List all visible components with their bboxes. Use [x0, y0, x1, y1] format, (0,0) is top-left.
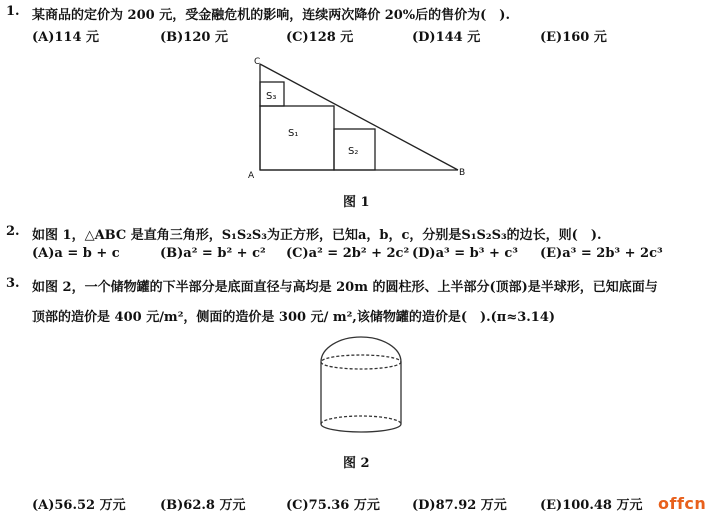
question-2-number: 2.	[6, 224, 20, 239]
question-3-number: 3.	[6, 276, 20, 291]
figure-1-triangle-diagram	[240, 52, 470, 182]
q1-option-c: (C)128 元	[286, 30, 354, 45]
q3-option-b: (B)62.8 万元	[160, 498, 246, 513]
offcn-watermark: offcn	[658, 494, 707, 513]
figure-2-tank-diagram	[308, 332, 414, 442]
question-3-text-line-2: 顶部的造价是 400 元/m²，侧面的造价是 300 元/ m²,该储物罐的造价是( ).(π≈3.14)	[32, 310, 556, 325]
top-ellipse	[321, 355, 401, 369]
vertex-label-b: B	[459, 168, 466, 178]
q3-option-d: (D)87.92 万元	[412, 498, 507, 513]
q3-option-e: (E)100.48 万元	[540, 498, 643, 513]
hemisphere-outline	[321, 337, 401, 362]
question-1-text: 某商品的定价为 200 元，受金融危机的影响，连续两次降价 20%后的售价为( ).	[32, 8, 510, 23]
square-label-s2: S₂	[348, 146, 359, 157]
q2-option-c: (C)a² = 2b² + 2c²	[286, 246, 410, 261]
question-3-text-line-1: 如图 2，一个储物罐的下半部分是底面直径与高均是 20m 的圆柱形、上半部分(顶部)是半球形，已知底面与	[32, 280, 658, 295]
q2-option-e: (E)a³ = 2b³ + 2c³	[540, 246, 663, 261]
q2-option-a: (A)a = b + c	[32, 246, 120, 261]
q1-option-b: (B)120 元	[160, 30, 228, 45]
q3-option-a: (A)56.52 万元	[32, 498, 126, 513]
base-front-arc	[321, 424, 401, 432]
q3-option-c: (C)75.36 万元	[286, 498, 380, 513]
question-1-number: 1.	[6, 4, 20, 19]
q1-option-a: (A)114 元	[32, 30, 100, 45]
q1-option-e: (E)160 元	[540, 30, 607, 45]
question-2-text: 如图 1，△ABC 是直角三角形，S₁S₂S₃为正方形，已知a，b，c，分别是S₁S₂S₃的边长，则( ).	[32, 228, 602, 243]
vertex-label-c: C	[254, 57, 261, 67]
base-back-arc	[321, 416, 401, 424]
q1-option-d: (D)144 元	[412, 30, 481, 45]
q2-option-b: (B)a² = b² + c²	[160, 246, 266, 261]
figure-2-caption: 图 2	[343, 456, 370, 471]
q2-option-d: (D)a³ = b³ + c³	[412, 246, 518, 261]
figure-1-caption: 图 1	[343, 195, 370, 210]
triangle-hypotenuse-cb	[260, 64, 458, 170]
vertex-label-a: A	[248, 171, 255, 181]
square-label-s1: S₁	[288, 128, 299, 139]
square-label-s3: S₃	[266, 91, 277, 102]
